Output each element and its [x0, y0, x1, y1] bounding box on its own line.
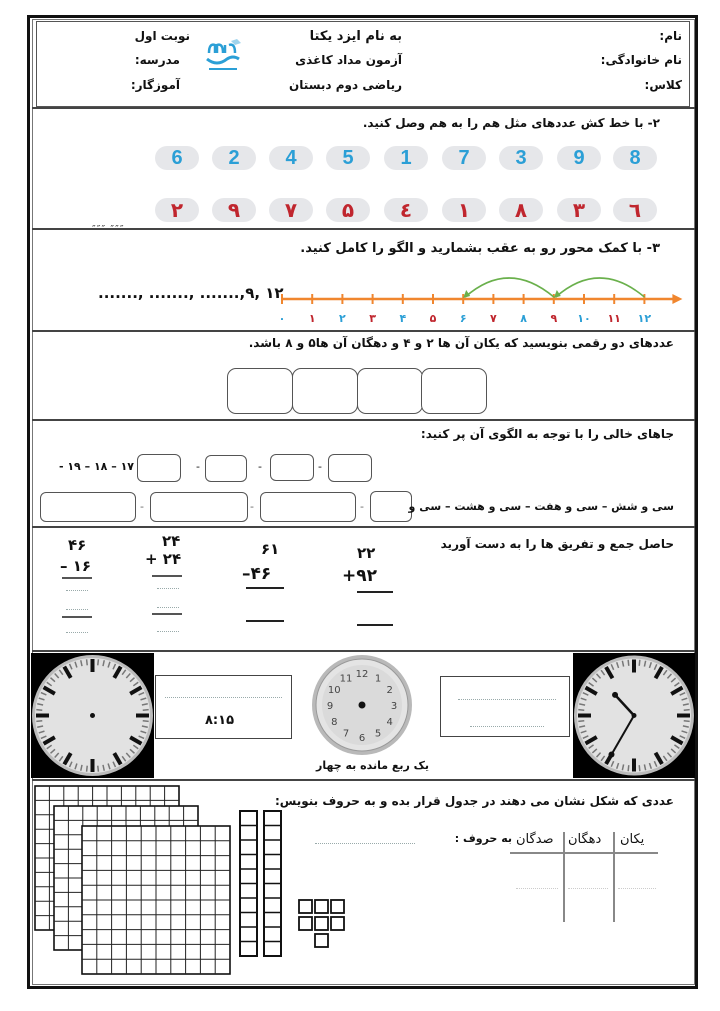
class-label: کلاس: — [644, 78, 682, 92]
divider — [32, 330, 695, 332]
dotted-line — [157, 631, 179, 632]
clock-number: 11 — [339, 673, 353, 685]
axis-label: ۶ — [459, 312, 467, 325]
axis-label: ۴ — [399, 312, 407, 325]
numbered-clock — [310, 653, 414, 757]
divider — [32, 228, 695, 230]
divider — [32, 107, 695, 109]
answer-box[interactable] — [421, 368, 487, 414]
minute-mark — [639, 765, 640, 771]
cell-dotted-line[interactable] — [618, 888, 656, 889]
teacher-label: آموزگار: — [130, 78, 180, 92]
cell-dotted-line[interactable] — [568, 888, 608, 889]
persian-digit[interactable]: ۹ — [212, 198, 256, 222]
problem-3-top: ۲۴ — [162, 532, 181, 550]
minute-mark — [87, 766, 88, 772]
row1-prefix: ۱۷ – ۱۸ – ۱۹ - — [58, 460, 134, 473]
tens-rod — [240, 811, 257, 956]
school-label: مدرسه: — [134, 53, 180, 67]
dash: - — [318, 460, 322, 473]
dotted-line — [165, 697, 282, 698]
hour-hand-tip — [612, 692, 618, 698]
minute-mark — [684, 710, 690, 711]
row2-prefix: سی و شش – سی و هفت – سی و هشت – سی و — [408, 500, 674, 513]
axis-label: ۷ — [490, 312, 497, 325]
english-digit[interactable]: 7 — [442, 146, 486, 170]
minute-hand-tip — [609, 751, 615, 757]
axis-label: ۱۲ — [637, 312, 652, 325]
answer-line — [152, 575, 182, 577]
persian-digit[interactable]: ۲ — [155, 198, 199, 222]
minute-mark — [639, 660, 640, 666]
minute-mark — [628, 765, 629, 771]
clock-with-hands — [573, 653, 695, 778]
column-ones: یکان — [620, 832, 645, 847]
q4-title: عددهای دو رقمی بنویسید که یکان آن ها ۲ و ۴ و دهگان آن ها۵ و ۸ باشد. — [248, 336, 674, 350]
minute-mark — [578, 710, 584, 711]
fill-box[interactable] — [260, 492, 356, 522]
hundreds-block — [82, 826, 230, 974]
time-box — [440, 676, 570, 737]
dotted-line — [157, 588, 179, 589]
axis-label: ۲ — [339, 312, 346, 325]
answer-line — [246, 587, 284, 589]
family-label: نام خانوادگی: — [600, 53, 682, 67]
answer-box[interactable] — [357, 368, 423, 414]
fill-box[interactable] — [270, 454, 314, 481]
tally-marks: ″″″ ″″″ — [92, 224, 125, 235]
persian-digit[interactable]: ۳ — [557, 198, 601, 222]
clock-number: 9 — [326, 701, 334, 712]
q5-title: جاهای خالی را با توجه به الگوی آن پر کنید: — [420, 427, 674, 441]
persian-digit[interactable]: ۸ — [499, 198, 543, 222]
answer-line — [246, 620, 284, 622]
axis-label: ۳ — [369, 312, 376, 325]
minute-mark — [36, 721, 42, 722]
basmala: به نام ایزد یکتا — [309, 29, 402, 44]
clock-number: 3 — [390, 701, 398, 712]
english-digit[interactable]: 5 — [326, 146, 370, 170]
column-tens: دهگان — [568, 832, 602, 847]
table-header-line — [510, 852, 658, 854]
problem-1-top: ۲۲ — [357, 544, 376, 562]
clock-number: 6 — [358, 733, 366, 744]
fill-box[interactable] — [205, 455, 247, 482]
ones-cube — [331, 917, 344, 930]
axis-label: ۱ — [308, 312, 316, 325]
english-digit[interactable]: 3 — [499, 146, 543, 170]
divider — [32, 419, 695, 421]
tens-rod — [264, 811, 281, 956]
minute-mark — [87, 659, 88, 665]
q8-title: عددی که شکل نشان می دهند در جدول قرار بده و به حروف بنویس: — [274, 794, 674, 808]
clock-center — [359, 702, 366, 709]
q3-pattern: ......., ......., .......,۹, ۱۲ — [98, 284, 284, 302]
subject: ریاضی دوم دبستان — [289, 78, 402, 92]
logo-graphic — [203, 37, 243, 73]
persian-digit[interactable]: ۷ — [269, 198, 313, 222]
problem-2-bottom: –۴۶ — [242, 564, 272, 584]
persian-digit[interactable]: ٦ — [613, 198, 657, 222]
answer-line — [62, 577, 92, 579]
base-ten-blocks — [32, 783, 362, 983]
dash: - — [140, 500, 144, 513]
answer-line — [357, 624, 393, 626]
ones-cube — [331, 900, 344, 913]
table-column-line — [613, 832, 615, 922]
dash: - — [250, 500, 254, 513]
minute-mark — [578, 721, 584, 722]
fill-box[interactable] — [328, 454, 372, 482]
time-box — [155, 675, 292, 739]
dash: - — [258, 460, 262, 473]
minute-mark — [628, 660, 629, 666]
column-hundreds: صدگان — [516, 832, 554, 847]
persian-digit[interactable]: ۱ — [442, 198, 486, 222]
logo — [203, 37, 243, 73]
fill-box[interactable] — [40, 492, 136, 522]
clock-number: 12 — [355, 669, 369, 680]
divider — [32, 526, 695, 528]
time-text: ۸:۱۵ — [205, 713, 235, 728]
problem-3-bottom: + ۲۴ — [145, 550, 182, 568]
answer-line — [62, 616, 92, 618]
problem-4-bottom: – ۱۶ — [60, 557, 92, 575]
cell-dotted-line[interactable] — [516, 888, 558, 889]
english-digit[interactable]: 6 — [155, 146, 199, 170]
axis-label: ۱۰ — [577, 312, 591, 325]
divider — [32, 650, 695, 652]
clock-number: 10 — [327, 685, 341, 696]
ones-cube — [315, 917, 328, 930]
minute-mark — [36, 710, 42, 711]
exam-title: آزمون مداد کاغذی — [295, 53, 402, 67]
round-label: نوبت اول — [134, 29, 190, 43]
axis-label: ۱۱ — [607, 312, 621, 325]
ones-cube — [299, 917, 312, 930]
english-digit[interactable]: 1 — [384, 146, 428, 170]
clock-center — [90, 713, 95, 718]
axis-label: ۰ — [278, 312, 286, 325]
minute-mark — [98, 766, 99, 772]
jump-arc — [556, 278, 645, 297]
answer-line — [152, 613, 182, 615]
number-line — [270, 268, 690, 330]
dotted-line — [157, 607, 179, 608]
persian-digit[interactable]: ٤ — [384, 198, 428, 222]
clock-number: 4 — [386, 717, 393, 728]
fill-box[interactable] — [137, 454, 181, 482]
ones-cube — [315, 900, 328, 913]
dotted-line — [66, 590, 88, 591]
problem-2-top: ۶۱ — [261, 540, 280, 558]
fill-box[interactable] — [150, 492, 248, 522]
problem-4-top: ۴۶ — [68, 536, 87, 554]
answer-box[interactable] — [227, 368, 293, 414]
clock-number: 5 — [374, 728, 382, 740]
axis-label: ۹ — [550, 312, 558, 325]
dash: - — [360, 500, 364, 513]
q2-title: ۲- با خط کش عددهای مثل هم را به هم وصل کنید. — [362, 116, 660, 130]
clock-number: 7 — [342, 728, 350, 740]
q3-title: ۳- با کمک محور رو به عقب بشمارید و الگو را کامل کنید. — [300, 241, 660, 256]
answer-line — [357, 591, 393, 593]
divider — [32, 779, 695, 781]
axis-arrow-icon — [672, 294, 682, 304]
ones-cube — [315, 934, 328, 947]
english-digit[interactable]: 4 — [269, 146, 313, 170]
dotted-line — [458, 699, 556, 700]
dash: - — [196, 460, 200, 473]
q6-title: حاصل جمع و تفریق ها را به دست آورید — [440, 537, 674, 551]
dotted-line — [66, 632, 88, 633]
minute-mark — [684, 721, 690, 722]
name-label: نام: — [659, 29, 682, 43]
english-digit[interactable]: 9 — [557, 146, 601, 170]
english-digit[interactable]: 8 — [613, 146, 657, 170]
fill-box[interactable] — [370, 491, 412, 522]
dotted-line — [470, 726, 544, 727]
blank-clock — [31, 653, 154, 778]
problem-1-bottom: +۹۲ — [342, 566, 377, 586]
minute-mark — [98, 659, 99, 665]
english-digit[interactable]: 2 — [212, 146, 256, 170]
clock-number: 8 — [331, 717, 338, 728]
ones-cube — [299, 900, 312, 913]
jump-arc — [465, 278, 554, 297]
words-label: به حروف : — [454, 832, 512, 845]
answer-box[interactable] — [292, 368, 358, 414]
axis-label: ۵ — [429, 312, 437, 325]
minute-mark — [143, 721, 149, 722]
persian-digit[interactable]: ۵ — [326, 198, 370, 222]
axis-label: ۸ — [520, 312, 527, 325]
table-column-line — [563, 832, 565, 922]
minute-mark — [143, 710, 149, 711]
clock-caption: یک ربع مانده به چهار — [316, 759, 430, 772]
clock-number: 2 — [386, 685, 393, 696]
clock-number: 1 — [374, 673, 382, 685]
dotted-line — [66, 609, 88, 610]
